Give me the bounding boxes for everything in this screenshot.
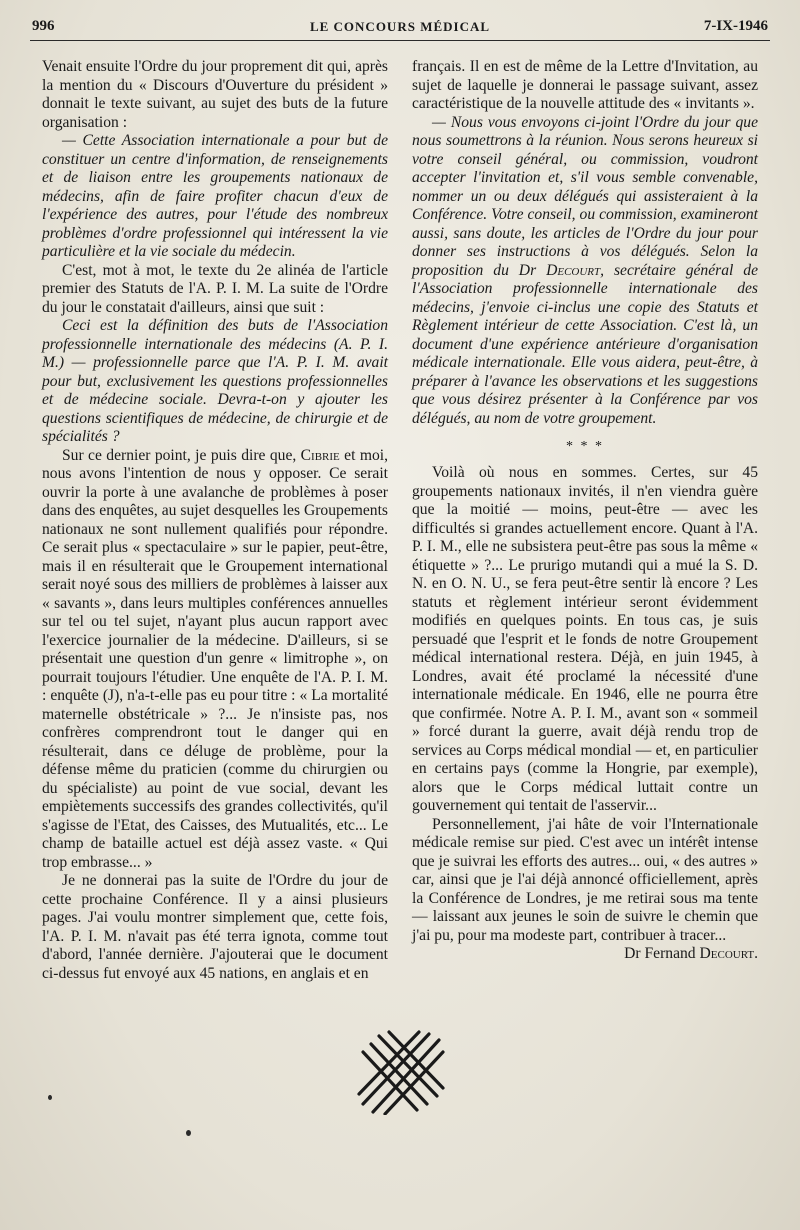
paragraph <box>42 447 388 873</box>
issue-date: 7-IX-1946 <box>703 18 768 34</box>
paragraph: Je ne donnerai pas la suite de l'Ordre du jour de cette prochaine Conférence. Il y a ainsi plusieurs pages. J'ai voulu montrer simplement que, cette fois, l'A. P. I. M. n'avait pas été terra ignota, comme tout d'abord, l'année dernière. J'ajouterai que le document ci-dessus fut envoyé aux 45 nations, en anglais et en <box>42 872 388 982</box>
ink-speck <box>48 1095 52 1100</box>
left-column <box>42 58 388 983</box>
signature-name: Decourt. <box>699 945 758 962</box>
text-run: — Nous vous envoyons ci-joint l'Ordre du jour que nous soumettrons à la réunion. Nous serons heureux si votre conseil général, ou commission, voudront accepter l'invitation et, s'il vous semble convenable, nommer un ou deux délégués qui assisteraient à la Conférence. Votre conseil, ou commission, examineront aussi, sans doute, les articles de l'Ordre du jour pour donner ses instructions à vos délégués. Selon la proposition du Dr <box>412 113 758 279</box>
paragraph: C'est, mot à mot, le texte du 2e alinéa de l'article premier des Statuts de l'A. P. I. M. La suite de l'Ordre du jour le constatait d'ailleurs, ainsi que suit : <box>42 261 388 316</box>
author-name: Decourt <box>546 261 601 279</box>
ink-speck <box>186 1130 191 1136</box>
paragraph: Venait ensuite l'Ordre du jour proprement dit qui, après la mention du « Discours d'Ouverture du président » donnait le texte suivant, au sujet des buts de la future organisation : <box>42 58 388 131</box>
quoted-paragraph: Ceci est la définition des buts de l'Association professionnelle internationale des médecins (A. P. I. M.) — professionnelle parce que l'A. P. I. M. avait pour but, exclusivement les questions professionnelles et de médecine sociale. Devra-t-on y ajouter les questions scientifiques de médecine, de chirurgie et de spécialités ? <box>42 317 388 445</box>
author-name: Cibrie <box>300 446 340 464</box>
crosshatch-ornament <box>355 1030 445 1115</box>
text-run: , secrétaire général de l'Association professionnelle internationale des médecins, j'envoie ci-inclus une copie des Statuts et Règlement intérieur de cette Association. C'est là, un document d'une expérience antérieure d'organisation médicale internationale. Elle vous aidera, peut-être, à préparer à l'avance les observations et les suggestions que vous désirez présenter à la Conférence par vos délégués, au nom de votre groupement. <box>412 261 758 427</box>
paragraph: français. Il en est de même de la Lettre d'Invitation, au sujet de laquelle je donnerai le passage suivant, assez caractéristique de la nouvelle attitude des « invitants ». <box>412 58 758 112</box>
quoted-paragraph <box>412 114 758 429</box>
running-header <box>30 14 770 41</box>
signature-prefix: Dr Fernand <box>624 945 700 962</box>
text-run: et moi, nous avons l'intention de nous y opposer. Ce serait ouvrir la porte à une avalanche de problèmes à poser dans des enquêtes, au sujet desquelles les Groupements nationaux ne sont nullement qualifiés pour répondre. Ce serait plus « spectaculaire » sur le papier, peut-être, mais il en résulterait que le Groupement international serait noyé sous des milliers de problèmes à laisser aux « savants », dans leurs multiples conférences annuelles sur tel ou tel sujet, n'ayant plus aucun rapport avec l'exercice journalier de la médecine. D'ailleurs, si se présentait une question d'un genre « limitrophe », on pourrait toujours l'étudier. Une enquête de l'A. P. I. M. : enquête (J), n'a-t-elle pas eu pour titre : « La mortalité maternelle obstétricale » ?... Je n'insiste pas, nos confrères comprendront tout le danger qui en résulterait, dans ce déluge de problème, pour la défense même du praticien (comme du chirurgien ou du spécialiste) au point de vue social, devant les empiètements successifs des grandes collectivités, qu'il s'agisse de l'Etat, des Caisses, des Mutualités, etc... Le champ de bataille actuel est déjà assez vaste. « Qui trop embrasse... » <box>42 446 388 871</box>
signature <box>412 945 758 964</box>
quoted-paragraph: — Cette Association internationale a pour but de constituer un centre d'information, de renseignements et de liaison entre les groupements nationaux de médecins, afin de faire profiter chacun d'eux de l'expérience des autres, pour l'étude des nombreux problèmes d'ordre professionnel qui intéressent la vie particulière et la vie sociale du médecin. <box>42 132 388 260</box>
text-run: Sur ce dernier point, je puis dire que, <box>62 446 301 464</box>
right-column <box>412 58 758 964</box>
paragraph: Voilà où nous en sommes. Certes, sur 45 groupements nationaux invités, il n'en viendra guère que la moitié — moins, peut-être — avec les difficultés si grandes actuellement encore. Quant à l'A. P. I. M., elle ne subsistera peut-être pas sous la même « étiquette » ?... Le prurigo mutandi qui a mué la S. D. N. en O. N. U., se fera peut-être sentir là encore ? Les statuts et règlement intérieur seront évidemment modifiés en quelques points. En tous cas, je suis persuadé que l'esprit et le fonds de notre Groupement médical international restera. Déjà, en juin 1945, à Londres, avait été proclamé la nécessité d'une internationale médicale. En 1946, elle ne pourra être que confirmée. Notre A. P. I. M., avant son « sommeil » forcé durant la guerre, avait déjà rendu trop de services au Corps médical mondial — et, en particulier en certains pays (comme la Hongrie, par exemple), alors que le Corps médical luttait contre un gouvernement qui tentait de l'asservir... <box>412 464 758 814</box>
paragraph: Personnellement, j'ai hâte de voir l'Internationale médicale remise sur pied. C'est avec un intérêt intense que je suivrai les efforts des autres... oui, « des autres » car, ainsi que je l'ai déjà annoncé officiellement, après la Conférence de Londres, je me retirai sous ma tente — laissant aux jeunes le soin de suivre le chemin que j'ai pu, pour ma modeste part, contribuer à tracer... <box>412 815 758 944</box>
page-number: 996 <box>32 18 55 34</box>
section-separator: * * * <box>566 439 604 454</box>
journal-title: LE CONCOURS MÉDICAL <box>309 19 491 34</box>
